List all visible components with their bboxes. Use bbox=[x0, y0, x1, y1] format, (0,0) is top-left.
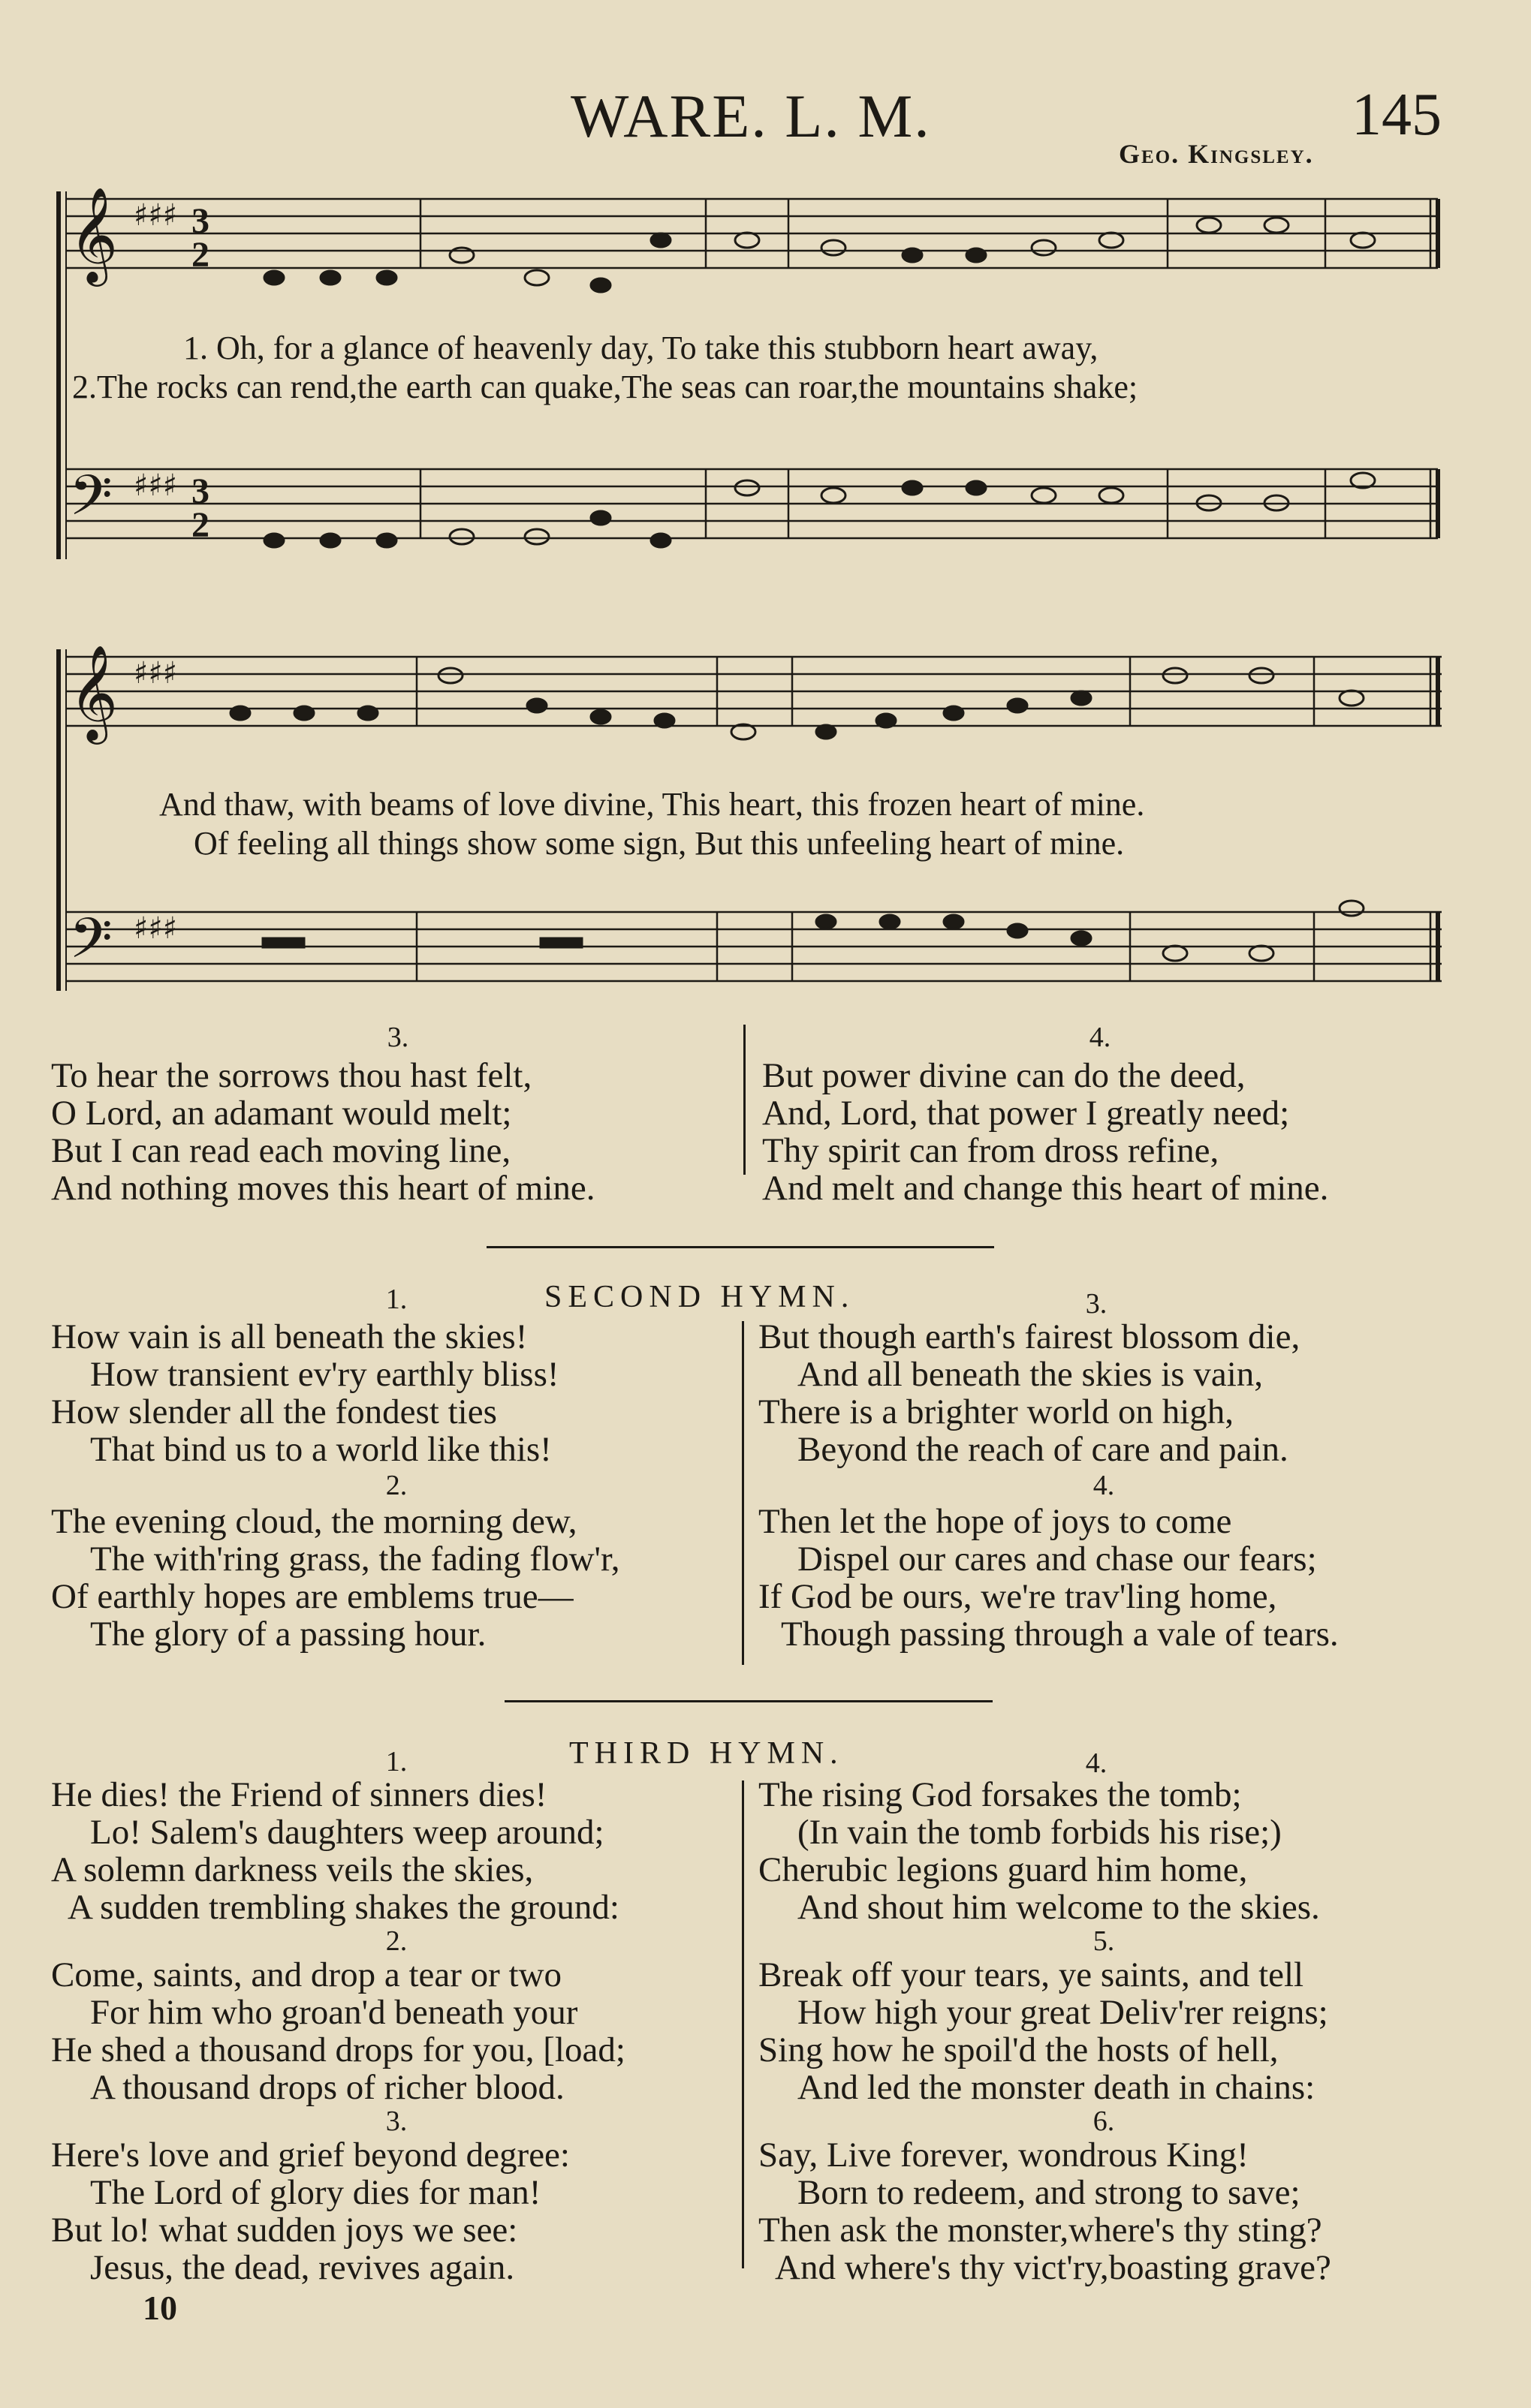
third-hymn-left-column bbox=[51, 1776, 742, 2286]
verse-line: Break off your tears, ye saints, and tell bbox=[758, 1955, 1304, 1994]
verse-line: A sudden trembling shakes the ground: bbox=[68, 1888, 619, 1927]
verse-line: Beyond the reach of care and pain. bbox=[797, 1430, 1288, 1469]
verse-line: A thousand drops of richer blood. bbox=[90, 2068, 565, 2107]
verse-line: Though passing through a vale of tears. bbox=[781, 1615, 1339, 1654]
verse-line: But lo! what sudden joys we see: bbox=[51, 2211, 518, 2250]
music-system-1 bbox=[0, 0, 1531, 585]
svg-text:♯♯♯: ♯♯♯ bbox=[134, 911, 178, 946]
stanza-4 bbox=[762, 1057, 1328, 1207]
verse-line: Lo! Salem's daughters weep around; bbox=[90, 1813, 604, 1852]
stanza-number: 2. bbox=[385, 1470, 408, 1501]
verse-line: Say, Live forever, wondrous King! bbox=[758, 2136, 1249, 2175]
third-hymn-number-1: 1. bbox=[385, 1746, 408, 1777]
verse-line: And led the monster death in chains: bbox=[797, 2068, 1316, 2107]
svg-text:♯♯♯: ♯♯♯ bbox=[134, 656, 178, 691]
verse-line: And where's thy vict'ry,boasting grave? bbox=[775, 2248, 1331, 2287]
verse-line: How transient ev'ry earthly bliss! bbox=[90, 1355, 559, 1394]
tune-title: WARE. L. M. bbox=[571, 82, 931, 150]
tune-line1-verse2: 2.The rocks can rend,the earth can quake,The seas can roar,the mountains shake; bbox=[72, 369, 1138, 405]
svg-text:𝄢: 𝄢 bbox=[69, 463, 113, 542]
signature-mark: 10 bbox=[143, 2289, 177, 2327]
verse-line: Sing how he spoil'd the hosts of hell, bbox=[758, 2030, 1279, 2069]
second-hymn-right-column bbox=[758, 1318, 1449, 1653]
verse-line: Come, saints, and drop a tear or two bbox=[51, 1955, 562, 1994]
verse-line: How vain is all beneath the skies! bbox=[51, 1317, 528, 1356]
section-rule-1 bbox=[487, 1246, 994, 1248]
verse-line: The Lord of glory dies for man! bbox=[90, 2173, 541, 2212]
verse-line: How high your great Deliv'rer reigns; bbox=[797, 1993, 1328, 2032]
verse-line: The evening cloud, the morning dew, bbox=[51, 1502, 577, 1541]
stanza-number: 3. bbox=[385, 2105, 408, 2137]
verse-line: But I can read each moving line, bbox=[51, 1131, 511, 1170]
verse-line: O Lord, an adamant would melt; bbox=[51, 1094, 512, 1133]
svg-text:♯♯♯: ♯♯♯ bbox=[134, 468, 178, 503]
svg-text:2: 2 bbox=[191, 505, 209, 545]
stanza-number: 6. bbox=[1092, 2105, 1115, 2137]
verse-line: And nothing moves this heart of mine. bbox=[51, 1169, 595, 1208]
column-divider bbox=[742, 1321, 744, 1665]
verse-line: If God be ours, we're trav'ling home, bbox=[758, 1577, 1277, 1616]
second-hymn-number-3: 3. bbox=[1085, 1288, 1108, 1320]
svg-text:♯♯♯: ♯♯♯ bbox=[134, 198, 178, 233]
verse-line: The glory of a passing hour. bbox=[90, 1615, 487, 1654]
verse-line: He dies! the Friend of sinners dies! bbox=[51, 1775, 547, 1814]
verse-line: But power divine can do the deed, bbox=[762, 1056, 1246, 1095]
svg-text:3: 3 bbox=[191, 201, 209, 241]
stanza-number: 2. bbox=[385, 1925, 408, 1957]
verse-line: For him who groan'd beneath your bbox=[90, 1993, 578, 2032]
stanza-number-4: 4. bbox=[1089, 1022, 1111, 1053]
verse-line: He shed a thousand drops for you, [load; bbox=[51, 2030, 625, 2069]
stanza-number: 5. bbox=[1092, 1925, 1115, 1957]
verse-line: The rising God forsakes the tomb; bbox=[758, 1775, 1242, 1814]
page-number: 145 bbox=[1352, 82, 1442, 148]
third-hymn-right-column bbox=[758, 1776, 1449, 2286]
stanza-number-3: 3. bbox=[387, 1022, 409, 1053]
stanza-number: 4. bbox=[1092, 1470, 1115, 1501]
verse-line: But though earth's fairest blossom die, bbox=[758, 1317, 1300, 1356]
tune-line1-verse1: 1. Oh, for a glance of heavenly day, To take this stubborn heart away, bbox=[183, 330, 1099, 366]
verse-line: Then ask the monster,where's thy sting? bbox=[758, 2211, 1322, 2250]
second-hymn-left-column bbox=[51, 1318, 742, 1653]
stanza-3 bbox=[51, 1057, 595, 1207]
verse-line: Born to redeem, and strong to save; bbox=[797, 2173, 1300, 2212]
verse-line: (In vain the tomb forbids his rise;) bbox=[797, 1813, 1282, 1852]
verse-line: And all beneath the skies is vain, bbox=[797, 1355, 1263, 1394]
composer-credit: Geo. Kingsley. bbox=[1119, 139, 1314, 169]
verse-line: Dispel our cares and chase our fears; bbox=[797, 1540, 1317, 1579]
tune-line2-verse2: Of feeling all things show some sign, But this unfeeling heart of mine. bbox=[194, 825, 1125, 862]
section-rule-2 bbox=[505, 1700, 993, 1702]
svg-text:3: 3 bbox=[191, 471, 209, 511]
column-divider bbox=[743, 1025, 746, 1175]
verse-line: Here's love and grief beyond degree: bbox=[51, 2136, 570, 2175]
verse-line: And, Lord, that power I greatly need; bbox=[762, 1094, 1290, 1133]
verse-line: And shout him welcome to the skies. bbox=[797, 1888, 1320, 1927]
verse-line: There is a brighter world on high, bbox=[758, 1392, 1234, 1431]
verse-line: Thy spirit can from dross refine, bbox=[762, 1131, 1219, 1170]
svg-text:𝄞: 𝄞 bbox=[69, 186, 119, 282]
verse-line: That bind us to a world like this! bbox=[90, 1430, 552, 1469]
verse-line: A solemn darkness veils the skies, bbox=[51, 1850, 534, 1889]
column-divider bbox=[742, 1780, 744, 2268]
verse-line: And melt and change this heart of mine. bbox=[762, 1169, 1329, 1208]
svg-text:𝄢: 𝄢 bbox=[69, 906, 113, 985]
second-hymn-heading: SECOND HYMN. bbox=[544, 1280, 855, 1314]
tune-line2-verse1: And thaw, with beams of love divine, This heart, this frozen heart of mine. bbox=[159, 786, 1145, 823]
verse-line: The with'ring grass, the fading flow'r, bbox=[90, 1540, 620, 1579]
verse-line: Cherubic legions guard him home, bbox=[758, 1850, 1248, 1889]
verse-line: Of earthly hopes are emblems true— bbox=[51, 1577, 574, 1616]
svg-text:2: 2 bbox=[191, 235, 209, 275]
second-hymn-number-1: 1. bbox=[385, 1284, 408, 1315]
verse-line: To hear the sorrows thou hast felt, bbox=[51, 1056, 532, 1095]
third-hymn-number-4: 4. bbox=[1085, 1747, 1108, 1779]
verse-line: How slender all the fondest ties bbox=[51, 1392, 497, 1431]
verse-line: Then let the hope of joys to come bbox=[758, 1502, 1232, 1541]
svg-text:𝄞: 𝄞 bbox=[69, 644, 119, 740]
verse-line: Jesus, the dead, revives again. bbox=[90, 2248, 515, 2287]
third-hymn-heading: THIRD HYMN. bbox=[569, 1736, 844, 1771]
